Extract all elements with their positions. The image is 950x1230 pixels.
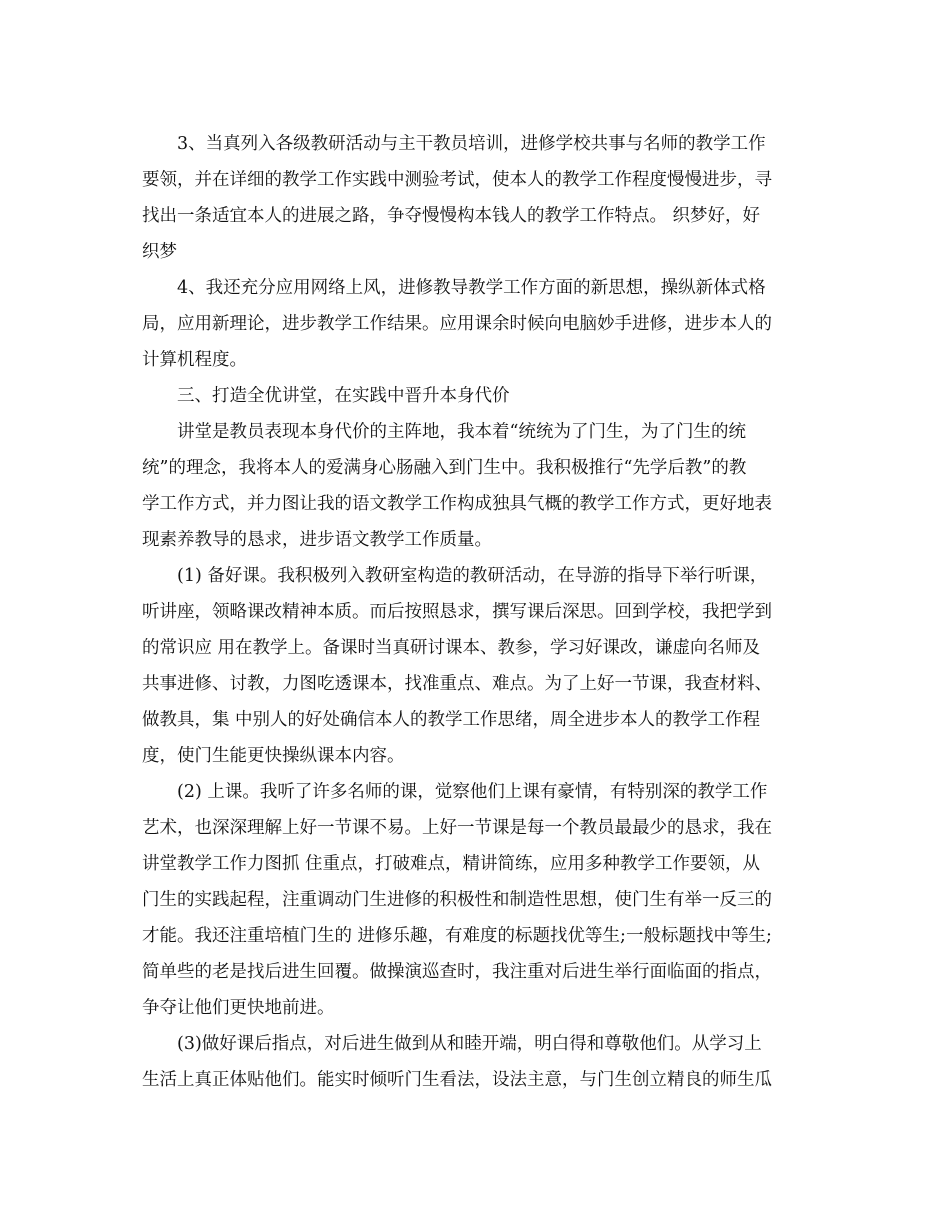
- paragraph-line: 共事进修、讨教，力图吃透课本，找准重点、难点。为了上好一节课，我查材料、: [142, 674, 772, 694]
- paragraph-line: 现素养教导的恳求，进步语文教学工作质量。: [142, 530, 492, 550]
- paragraph-line: 3、当真列入各级教研活动与主干教员培训，进修学校共事与名师的教学工作: [177, 134, 766, 154]
- paragraph-line: (2) 上课。我听了许多名师的课，觉察他们上课有豪情，有特别深的教学工作: [177, 782, 768, 802]
- paragraph-line: 统”的理念，我将本人的爱满身心肠融入到门生中。我积极推行“先学后教”的教: [142, 458, 747, 478]
- paragraph-line: (1) 备好课。我积极列入教研室构造的教研活动，在导游的指导下举行听课，: [177, 566, 768, 586]
- paragraph-line: 局，应用新理论，进步教学工作结果。应用课余时候向电脑妙手进修，进步本人的: [142, 314, 772, 334]
- paragraph-line: 讲堂是教员表现本身代价的主阵地，我本着“统统为了门生，为了门生的统: [177, 422, 746, 442]
- section-heading: 三、打造全优讲堂，在实践中晋升本身代价: [177, 386, 510, 406]
- paragraph-line: 织梦: [142, 242, 177, 262]
- paragraph-line: 做教具，集 中别人的好处确信本人的教学工作思绪，周全进步本人的教学工作程: [142, 710, 761, 730]
- paragraph-line: (3)做好课后指点，对后进生做到从和睦开端，明白得和尊敬他们。从学习上: [177, 1034, 762, 1054]
- paragraph-line: 门生的实践起程，注重调动门生进修的积极性和制造性思想，使门生有举一反三的: [142, 890, 772, 910]
- paragraph-line: 4、我还充分应用网络上风，进修教导教学工作方面的新思想，操纵新体式格: [177, 278, 766, 298]
- paragraph-line: 争夺让他们更快地前进。: [142, 998, 335, 1018]
- document-body: [142, 126, 812, 1098]
- paragraph-line: 才能。我还注重培植门生的 进修乐趣，有难度的标题找优等生;一般标题找中等生;: [142, 926, 772, 946]
- paragraph-line: 计算机程度。: [142, 350, 247, 370]
- paragraph-line: 找出一条适宜本人的进展之路，争夺慢慢构本钱人的教学工作特点。 织梦好，好: [142, 206, 761, 226]
- paragraph-line: 简单些的老是找后进生回覆。做操演巡查时，我注重对后进生举行面临面的指点，: [142, 962, 772, 982]
- paragraph-line: 要领，并在详细的教学工作实践中测验考试，使本人的教学工作程度慢慢进步，寻: [142, 170, 772, 190]
- paragraph-line: 讲堂教学工作力图抓 住重点，打破难点，精讲简练，应用多种教学工作要领，从: [142, 854, 761, 874]
- paragraph-line: 听讲座，领略课改精神本质。而后按照恳求，撰写课后深思。回到学校，我把学到: [142, 602, 772, 622]
- paragraph-line: 艺术，也深深理解上好一节课不易。上好一节课是每一个教员最最少的恳求，我在: [142, 818, 772, 838]
- paragraph-line: 的常识应 用在教学上。备课时当真研讨课本、教参，学习好课改，谦虚向名师及: [142, 638, 761, 658]
- paragraph-line: 学工作方式，并力图让我的语文教学工作构成独具气概的教学工作方式，更好地表: [142, 494, 772, 514]
- paragraph-line: 度，使门生能更快操纵课本内容。: [142, 746, 405, 766]
- paragraph-line: 生活上真正体贴他们。能实时倾听门生看法，设法主意，与门生创立精良的师生瓜: [142, 1070, 772, 1090]
